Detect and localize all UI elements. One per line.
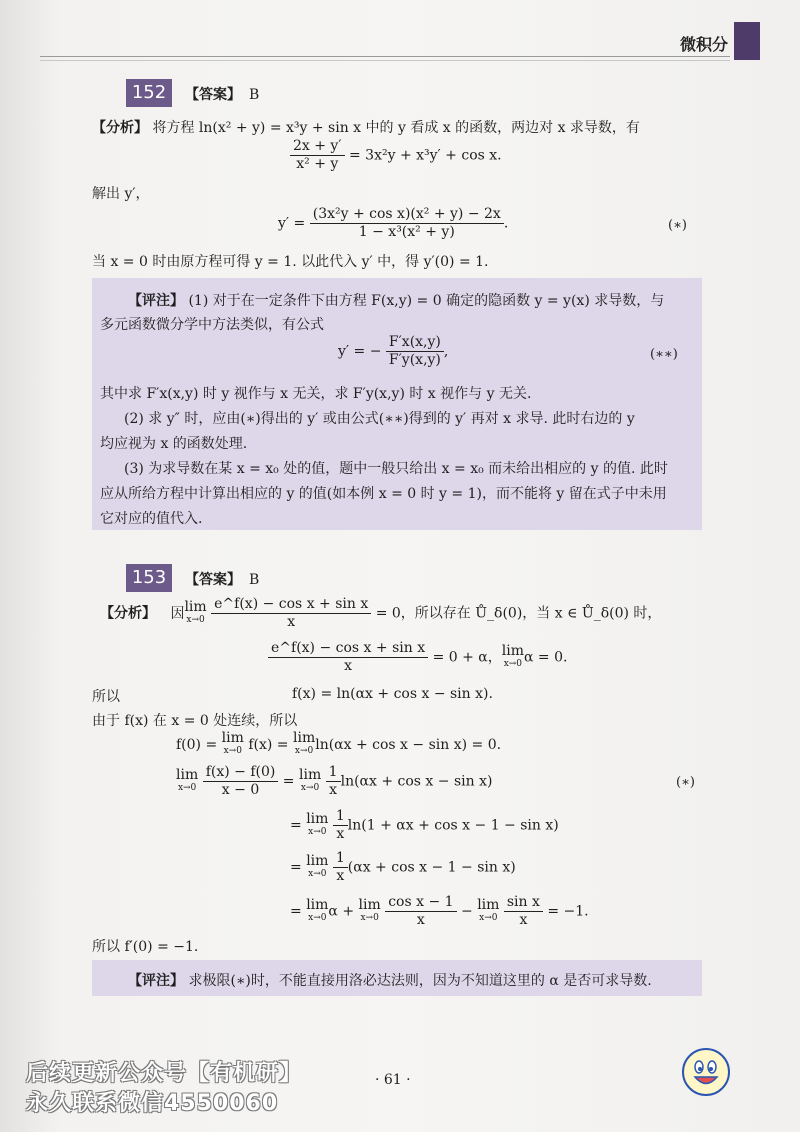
l2-fraction [268, 640, 428, 675]
watermark-line-2: 永久联系微信4550060 [26, 1091, 279, 1116]
l9-minus: − [461, 903, 473, 920]
one: 1 [333, 808, 348, 826]
lim-sub: x→0 [177, 782, 197, 793]
formula-numerator: F′x(x,y) [386, 334, 444, 352]
lim-word: lim [358, 896, 381, 913]
watermark-line-1: 后续更新公众号【有机研】 [26, 1061, 303, 1086]
lim-word: lim [298, 766, 322, 783]
x: x [336, 826, 345, 842]
problem-153-badge: 153 [126, 564, 172, 592]
l2-end: α = 0. [523, 649, 568, 666]
l5-a: f(0) = [176, 737, 218, 753]
l9-denominator-2: x [519, 912, 528, 928]
lim-sub: x→0 [360, 912, 379, 923]
lim-word: lim [176, 766, 199, 783]
l6-one-over-x [326, 764, 341, 799]
l7-one-over-x [333, 808, 348, 843]
lim-sub: x→0 [479, 912, 498, 923]
p152-line-1 [92, 117, 640, 137]
p152-line-3: 当 x = 0 时由原方程可得 y = 1. 以此代入 y′ 中，得 y′(0) = 1. [92, 254, 489, 270]
p153-line-9 [290, 894, 589, 929]
p152-note-formula [338, 334, 448, 369]
l9-eq: = [290, 903, 302, 920]
eq1-numerator: 2x + y′ [290, 138, 345, 156]
l6-c: ln(αx + cos x − sin x) [340, 773, 493, 790]
p153-line-7 [290, 808, 559, 843]
l1-numerator: e^f(x) − cos x + sin x [211, 596, 371, 614]
p152-note-6: (3) 为求导数在某 x = x₀ 处的值，题中一般只给出 x = x₀ 而未给出相应的 y 的值. 此时 [124, 461, 668, 477]
lim-word: lim [477, 896, 500, 913]
l9-b: α + [328, 903, 355, 920]
l9-end: = −1. [547, 903, 589, 920]
p153-line-8 [290, 850, 516, 885]
problem-152-answer [185, 84, 259, 104]
eq2-end: . [503, 215, 509, 232]
formula-fraction [386, 334, 444, 369]
formula-tag: (∗∗) [650, 347, 678, 362]
eq2-fraction [310, 206, 504, 241]
answer-label: 【答案】 [185, 87, 241, 103]
answer-value: B [249, 87, 260, 103]
p152-eq-2 [278, 206, 508, 241]
lim-sub: x→0 [223, 746, 242, 756]
p153-line-2 [268, 640, 567, 675]
lim-word: lim [221, 730, 244, 746]
eq2-tag: (∗) [668, 218, 687, 233]
note-label: 【评注】 [128, 973, 184, 989]
p152-note-4: (2) 求 y″ 时，应由(∗)得出的 y′ 或由公式(∗∗)得到的 y′ 再对 x 求导. 此时右边的 y [124, 411, 635, 427]
p153-line-1 [100, 596, 661, 631]
lim-word: lim [501, 642, 524, 659]
lim-word: lim [306, 810, 329, 827]
l9-limit-2 [358, 896, 381, 925]
formula-denominator: F′y(x,y) [388, 352, 441, 368]
l8-limit [306, 852, 329, 881]
p152-l1-text: 将方程 ln(x² + y) = x³y + sin x 中的 y 看成 x 的函数，两边对 x 求导数，有 [152, 120, 640, 136]
analysis-label: 【分析】 [100, 605, 156, 622]
note-text: 求极限(∗)时，不能直接用洛必达法则，因为不知道这里的 α 是否可求导数. [188, 973, 652, 989]
eq1-denominator: x² + y [296, 156, 339, 172]
lim-sub: x→0 [294, 746, 314, 756]
l7-eq: = [290, 817, 302, 834]
l1-rest: = 0，所以存在 Ů_δ(0)，当 x ∈ Ů_δ(0) 时， [375, 605, 662, 622]
l1-fraction [211, 596, 371, 631]
l9-limit-1 [306, 896, 329, 925]
p153-note [128, 970, 652, 990]
p153-line-3-label: 所以 [92, 689, 120, 705]
l6-numerator: f(x) − f(0) [203, 764, 279, 782]
l8-eq: = [290, 859, 302, 876]
p152-note-1 [128, 290, 664, 310]
problem-152-badge: 152 [126, 79, 172, 107]
lim-sub: x→0 [503, 658, 523, 669]
l7-c: ln(1 + αx + cos x − 1 − sin x) [347, 817, 559, 834]
analysis-label: 【分析】 [92, 120, 148, 136]
l8-c: (αx + cos x − 1 − sin x) [347, 859, 516, 876]
x: x [336, 868, 345, 884]
formula-end: , [443, 343, 449, 360]
l6-fraction [203, 764, 279, 799]
lim-word: lim [292, 730, 316, 746]
l2-limit [501, 642, 524, 671]
eq2-lhs: y′ = [278, 215, 306, 232]
l9-numerator-1: cos x − 1 [385, 894, 456, 912]
l8-one-over-x [333, 850, 348, 885]
note-label: 【评注】 [128, 293, 184, 309]
p153-line-6 [176, 764, 492, 799]
lim-word: lim [306, 852, 329, 869]
eq2-numerator: (3x²y + cos x)(x² + y) − 2x [310, 206, 504, 224]
header-title: 微积分 [679, 35, 728, 54]
header-rule [40, 56, 730, 57]
answer-label: 【答案】 [185, 572, 241, 588]
eq1-rhs: = 3x²y + x³y′ + cos x. [348, 147, 502, 164]
header-rule-secondary [40, 60, 730, 61]
p152-note-7: 应从所给方程中计算出相应的 y 的值(如本例 x = 0 时 y = 1)，而不能将 y 留在式子中未用 [100, 486, 667, 502]
l9-numerator-2: sin x [504, 894, 543, 912]
p152-note-8: 它对应的值代入. [100, 511, 203, 527]
p152-eq-1 [290, 138, 502, 173]
smiley-icon [682, 1048, 730, 1096]
l9-fraction-2 [504, 894, 543, 929]
l2-rest: = 0 + α， [432, 649, 502, 666]
p152-note-5: 均应视为 x 的函数处理. [100, 436, 248, 452]
l6-eq: = [282, 773, 295, 790]
p153-line-5 [176, 732, 501, 758]
l5-c: ln(αx + cos x − sin x) = 0. [315, 737, 502, 753]
l5-b: f(x) = [248, 737, 289, 753]
p152-note-3: 其中求 F′x(x,y) 时 y 视作与 x 无关，求 F′y(x,y) 时 x 视作与 y 无关. [100, 386, 532, 402]
x: x [329, 782, 338, 798]
l1-limit [184, 598, 207, 627]
answer-value: B [249, 572, 260, 588]
lim-sub: x→0 [186, 614, 205, 625]
p153-line-10: 所以 f′(0) = −1. [92, 939, 199, 955]
l2-numerator: e^f(x) − cos x + sin x [268, 640, 428, 658]
eq1-fraction [290, 138, 345, 173]
l1-prefix: 因 [170, 605, 185, 622]
note-n1: (1) 对于在一定条件下由方程 F(x,y) = 0 确定的隐函数 y = y(x) 求导数，与 [188, 293, 665, 309]
l1-denominator: x [287, 614, 296, 630]
l9-denominator-1: x [416, 912, 425, 928]
l6-tag: (∗) [676, 775, 695, 790]
lim-sub: x→0 [300, 782, 320, 793]
p153-line-3: f(x) = ln(αx + cos x − sin x). [292, 686, 493, 702]
l7-limit [306, 810, 329, 839]
p153-line-4: 由于 f(x) 在 x = 0 处连续，所以 [92, 713, 298, 729]
problem-153-answer [185, 569, 259, 589]
l6-limit-1 [176, 766, 199, 795]
p152-note-2: 多元函数微分学中方法类似，有公式 [100, 317, 324, 333]
l6-denominator: x − 0 [221, 782, 260, 798]
lim-sub: x→0 [308, 912, 327, 923]
page-number: · 61 · [375, 1072, 411, 1088]
formula-lhs: y′ = − [338, 343, 382, 360]
l5-limit-1 [222, 732, 244, 758]
lim-sub: x→0 [308, 826, 327, 837]
l6-limit-2 [298, 766, 322, 795]
lim-word: lim [306, 896, 329, 913]
l5-limit-2 [293, 732, 315, 758]
eq2-denominator: 1 − x³(x² + y) [358, 224, 455, 240]
l2-denominator: x [344, 658, 352, 674]
lim-word: lim [184, 598, 207, 615]
one: 1 [326, 764, 341, 782]
l9-fraction-1 [385, 894, 456, 929]
p152-line-2: 解出 y′， [92, 186, 150, 202]
header-tab [734, 22, 760, 60]
one: 1 [333, 850, 348, 868]
l9-limit-3 [477, 896, 500, 925]
lim-sub: x→0 [308, 868, 327, 879]
